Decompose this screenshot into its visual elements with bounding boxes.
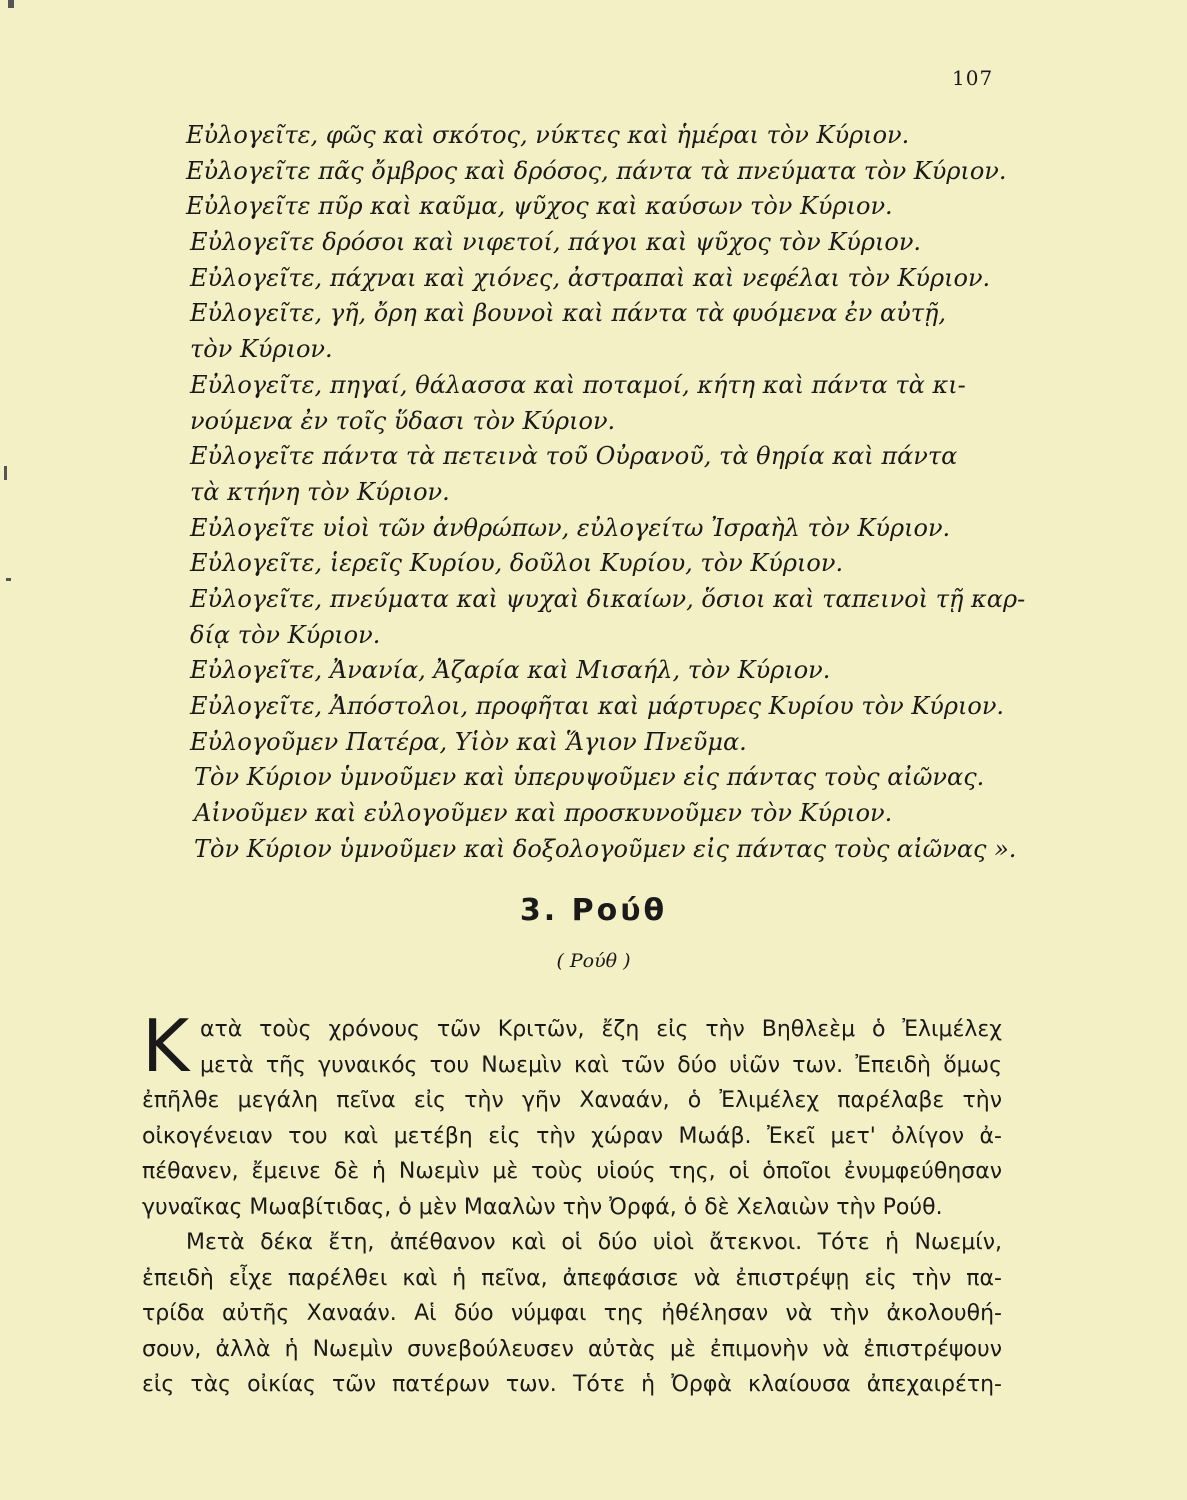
hymn-line: δίᾳ τὸν Κύριον. [190,620,381,649]
prose-line: τρίδα αὐτῆς Χαναάν. Αἱ δύο νύμφαι της ἠθέλησαν νὰ τὴν ἀκολουθή- [142,1301,1002,1326]
hymn-line: Εὐλογεῖτε, φῶς καὶ σκότος, νύκτες καὶ ἡμέραι τὸν Κύριον. [186,121,910,149]
chapter-subtitle: ( Ρούθ ) [556,950,631,972]
chapter-heading: 3. Ρούθ [519,893,668,928]
prose-line: ατὰ τοὺς χρόνους τῶν Κριτῶν, ἔζη εἰς τὴν Βηθλεὲμ ὁ Ἐλιμέλεχ [200,1017,1002,1042]
hymn-line: τὸν Κύριον. [190,335,333,364]
prose-line: ἐπειδὴ εἶχε παρέλθει καὶ ἡ πεῖνα, ἀπεφάσισε νὰ ἐπιστρέψῃ εἰς τὴν πα- [142,1265,1002,1291]
page-mark-top [8,0,14,8]
prose-line: οἰκογένειαν του καὶ μετέβη εἰς τὴν χώραν Μωάβ. Ἐκεῖ μετ' ὀλίγον ἀ- [142,1123,1002,1149]
hymn-line: Εὐλογεῖτε πῦρ καὶ καῦμα, ψῦχος καὶ καύσων τὸν Κύριον. [186,192,893,221]
hymn-line: Εὐλογεῖτε πᾶς ὄμβρος καὶ δρόσος, πάντα τὰ πνεύματα τὸν Κύριον. [186,156,1007,185]
prose-line: Μετὰ δέκα ἔτη, ἀπέθανον καὶ οἱ δύο υἱοὶ ἄτεκνοι. Τότε ἡ Νωεμίν, [186,1230,1002,1255]
prose-line: εἰς τὰς οἰκίας τῶν πατέρων των. Τότε ἡ Ὀρφὰ κλαίουσα ἀπεχαιρέτη- [142,1372,1002,1397]
page-mark-left [4,466,7,480]
hymn-line: Εὐλογεῖτε δρόσοι καὶ νιφετοί, πάγοι καὶ ψῦχος τὸν Κύριον. [190,228,922,257]
prose-line: πέθανεν, ἔμεινε δὲ ἡ Νωεμὶν μὲ τοὺς υἱούς της, οἱ ὁποῖοι ἐνυμφεύθησαν [142,1159,1002,1184]
hymn-line: Εὐλογεῖτε, πνεύματα καὶ ψυχαὶ δικαίων, ὅσιοι καὶ ταπεινοὶ τῇ καρ- [190,584,1026,613]
prose-block [142,1004,1002,1403]
page-number: 107 [952,66,994,90]
hymn-line: Εὐλογεῖτε, ἱερεῖς Κυρίου, δοῦλοι Κυρίου, τὸν Κύριον. [190,549,844,578]
hymn-line: Εὐλογεῖτε, Ἀνανία, Ἀζαρία καὶ Μισαήλ, τὸν Κύριον. [190,656,831,685]
drop-cap: Κ [142,1004,190,1088]
hymn-line: Τὸν Κύριον ὑμνοῦμεν καὶ δοξολογοῦμεν εἰς πάντας τοὺς αἰῶνας ». [194,834,1017,863]
hymn-line: τὰ κτήνη τὸν Κύριον. [190,477,450,506]
hymn-line: Αἰνοῦμεν καὶ εὐλογοῦμεν καὶ προσκυνοῦμεν τὸν Κύριον. [194,799,893,828]
hymn-block [186,118,1026,867]
prose-line: σουν, ἀλλὰ ἡ Νωεμὶν συνεβούλευσεν αὐτὰς μὲ ἐπιμονὴν νὰ ἐπιστρέψουν [142,1336,1002,1362]
prose-line: ἐπῆλθε μεγάλη πεῖνα εἰς τὴν γῆν Χαναάν, ὁ Ἐλιμέλεχ παρέλαβε τὴν [142,1088,1002,1113]
prose-line: μετὰ τῆς γυναικός του Νωεμὶν καὶ τῶν δύο υἱῶν των. Ἐπειδὴ ὅμως [200,1052,1002,1078]
prose-line: γυναῖκας Μωαβίτιδας, ὁ μὲν Μααλὼν τὴν Ὀρφά, ὁ δὲ Χελαιὼν τὴν Ρούθ. [142,1194,943,1220]
hymn-line: Εὐλογεῖτε πάντα τὰ πετεινὰ τοῦ Οὐρανοῦ, τὰ θηρία καὶ πάντα [190,442,958,471]
hymn-line: Εὐλογεῖτε, γῆ, ὄρη καὶ βουνοὶ καὶ πάντα τὰ φυόμενα ἐν αὐτῇ, [190,299,947,328]
page-mark-left-2 [6,578,11,581]
hymn-line: Εὐλογεῖτε, πηγαί, θάλασσα καὶ ποταμοί, κήτη καὶ πάντα τὰ κι- [190,370,966,399]
hymn-line: νούμενα ἐν τοῖς ὕδασι τὸν Κύριον. [190,406,616,435]
hymn-line: Εὐλογεῖτε, πάχναι καὶ χιόνες, ἀστραπαὶ καὶ νεφέλαι τὸν Κύριον. [190,263,991,292]
hymn-line: Εὐλογεῖτε υἱοὶ τῶν ἀνθρώπων, εὐλογείτω Ἰσραὴλ τὸν Κύριον. [190,513,951,542]
hymn-line: Εὐλογεῖτε, Ἀπόστολοι, προφῆται καὶ μάρτυρες Κυρίου τὸν Κύριον. [190,692,1005,720]
hymn-line: Εὐλογοῦμεν Πατέρα, Υἱὸν καὶ Ἅγιον Πνεῦμα. [190,727,747,756]
hymn-line: Τὸν Κύριον ὑμνοῦμεν καὶ ὑπερυψοῦμεν εἰς πάντας τοὺς αἰῶνας. [194,763,985,792]
